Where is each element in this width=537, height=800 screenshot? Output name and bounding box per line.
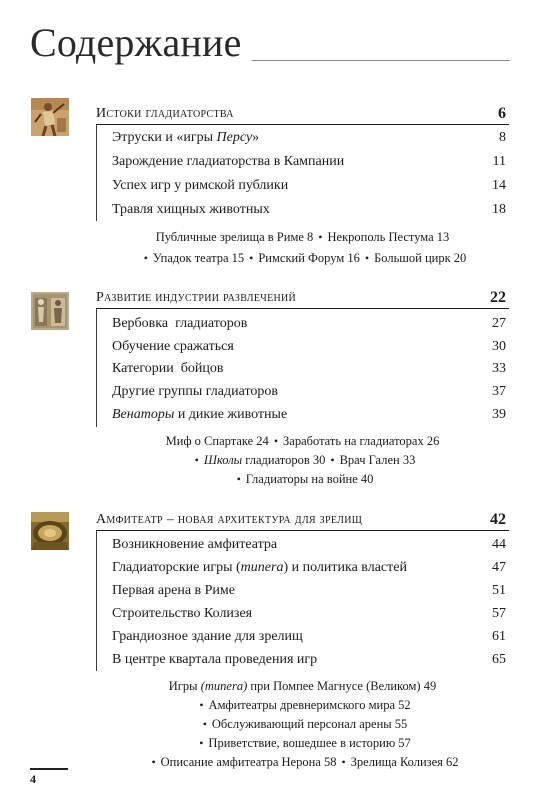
entry-page-number: 47 xyxy=(492,560,506,575)
toc-entry[interactable] xyxy=(112,582,509,600)
subtopic[interactable]: Большой цирк 20 xyxy=(374,251,467,265)
subtopic[interactable]: Зрелища Колизея 62 xyxy=(350,755,459,769)
toc-entry[interactable] xyxy=(112,360,509,378)
entry-title: Категории бойцов xyxy=(112,361,224,376)
toc-entry[interactable] xyxy=(112,559,509,577)
subtopic-line xyxy=(96,733,509,754)
subtopic[interactable]: Упадок театра 15 xyxy=(152,251,245,265)
subtopic-line xyxy=(96,248,509,269)
entry-title: Успех игр у римской публики xyxy=(112,178,289,193)
page-number: 4 xyxy=(30,772,36,786)
subtopic-line xyxy=(96,450,509,471)
entry-page-number: 30 xyxy=(492,339,506,354)
entry-page-number: 8 xyxy=(499,130,506,145)
bullet: • xyxy=(202,717,207,731)
bullet: • xyxy=(249,251,254,265)
bullet: • xyxy=(273,434,279,448)
entry-title: Венаторы и дикие животные xyxy=(112,407,288,422)
subtopic-line xyxy=(96,695,509,716)
section-title: Развитие индустрии развлечений xyxy=(96,290,297,305)
entry-title: Травля хищных животных xyxy=(112,202,270,217)
bullet: • xyxy=(236,472,241,486)
subtopic[interactable]: Заработать на гладиаторах 26 xyxy=(283,434,440,448)
entry-page-number: 51 xyxy=(492,583,506,598)
entry-page-number: 33 xyxy=(492,361,506,376)
subtopic-line xyxy=(96,714,509,735)
toc-entry[interactable] xyxy=(112,315,509,333)
subtopic[interactable]: Амфитеатры древнеримского мира 52 xyxy=(208,698,411,712)
subtopic[interactable]: Описание амфитеатра Нерона 58 xyxy=(160,755,337,769)
title-row xyxy=(30,18,510,68)
entry-page-number: 14 xyxy=(492,178,506,193)
entry-page-number: 11 xyxy=(492,154,506,169)
subtopic[interactable]: Гладиаторы на войне 40 xyxy=(245,472,374,486)
relief-carving-image xyxy=(31,292,69,330)
bullet: • xyxy=(199,698,204,712)
section-divider xyxy=(96,125,97,221)
toc-entry[interactable] xyxy=(112,383,509,401)
entry-title: Зарождение гладиаторства в Кампании xyxy=(112,154,345,169)
bullet: • xyxy=(318,230,323,244)
subtopic-line xyxy=(96,431,509,452)
bullet: • xyxy=(194,453,199,467)
entry-page-number: 61 xyxy=(492,629,506,644)
section-page-number: 6 xyxy=(498,105,506,122)
entry-title: Грандиозное здание для зрелищ xyxy=(112,629,303,644)
toc-entry[interactable] xyxy=(112,177,509,195)
bullet: • xyxy=(143,251,148,265)
entry-title: Первая арена в Риме xyxy=(112,583,235,598)
entry-page-number: 39 xyxy=(492,407,506,422)
entry-title: Строительство Колизея xyxy=(112,606,253,621)
page-title: Содержание xyxy=(30,20,242,65)
toc-entry[interactable] xyxy=(112,536,509,554)
subtopic[interactable]: Миф о Спартаке 24 xyxy=(165,434,269,448)
gladiator-fresco-image xyxy=(31,98,69,136)
section-heading[interactable] xyxy=(96,104,509,125)
toc-entry[interactable] xyxy=(112,129,509,147)
subtopic[interactable]: Публичные зрелища в Риме 8 xyxy=(155,230,314,244)
subtopic-line xyxy=(96,469,509,490)
subtopic[interactable]: Приветствие, вошедшее в историю 57 xyxy=(208,736,411,750)
toc-entry[interactable] xyxy=(112,628,509,646)
subtopic[interactable]: Обслуживающий персонал арены 55 xyxy=(211,717,408,731)
subtopic-line xyxy=(96,676,509,697)
section-divider xyxy=(96,531,97,671)
entry-title: Вербовка гладиаторов xyxy=(112,316,248,331)
toc-entry[interactable] xyxy=(112,651,509,669)
section-divider xyxy=(96,309,97,427)
subtopic[interactable]: Школы гладиаторов 30 xyxy=(203,453,326,467)
subtopic-line xyxy=(96,227,509,248)
subtopic[interactable]: Римский Форум 16 xyxy=(258,251,360,265)
entry-title: Гладиаторские игры (munera) и политика властей xyxy=(112,560,407,575)
section-heading[interactable] xyxy=(96,510,509,531)
section-page-number: 22 xyxy=(490,289,506,306)
entry-page-number: 27 xyxy=(492,316,506,331)
bullet: • xyxy=(364,251,370,265)
toc-entry[interactable] xyxy=(112,153,509,171)
subtopic[interactable]: Некрополь Пестума 13 xyxy=(327,230,450,244)
toc-entry[interactable] xyxy=(112,406,509,424)
entry-title: Этруски и «игры Персу» xyxy=(112,130,260,145)
section-page-number: 42 xyxy=(490,511,506,528)
subtopic[interactable]: Врач Гален 33 xyxy=(339,453,416,467)
entry-title: Другие группы гладиаторов xyxy=(112,384,279,399)
section-title: Истоки гладиаторства xyxy=(96,106,234,121)
toc-entry[interactable] xyxy=(112,605,509,623)
toc-entry[interactable] xyxy=(112,338,509,356)
bullet: • xyxy=(330,453,335,467)
entry-page-number: 44 xyxy=(492,537,506,552)
entry-title: Обучение сражаться xyxy=(112,339,234,354)
section-heading[interactable] xyxy=(96,288,509,309)
toc-entry[interactable] xyxy=(112,201,509,219)
footer-rule xyxy=(30,768,68,770)
entry-page-number: 65 xyxy=(492,652,506,667)
entry-page-number: 57 xyxy=(492,606,506,621)
bullet: • xyxy=(341,755,346,769)
entry-title: В центре квартала проведения игр xyxy=(112,652,318,667)
entry-page-number: 18 xyxy=(492,202,506,217)
amphitheater-aerial-image xyxy=(31,512,69,550)
section-title: Амфитеатр – новая архитектура для зрелищ xyxy=(96,512,363,527)
entry-page-number: 37 xyxy=(492,384,506,399)
bullet: • xyxy=(199,736,204,750)
entry-title: Возникновение амфитеатра xyxy=(112,537,278,552)
title-rule xyxy=(252,60,510,61)
subtopic-line xyxy=(96,752,509,773)
bullet: • xyxy=(151,755,156,769)
subtopic[interactable]: Игры (munera) при Помпее Магнусе (Великом) 49 xyxy=(168,679,437,693)
